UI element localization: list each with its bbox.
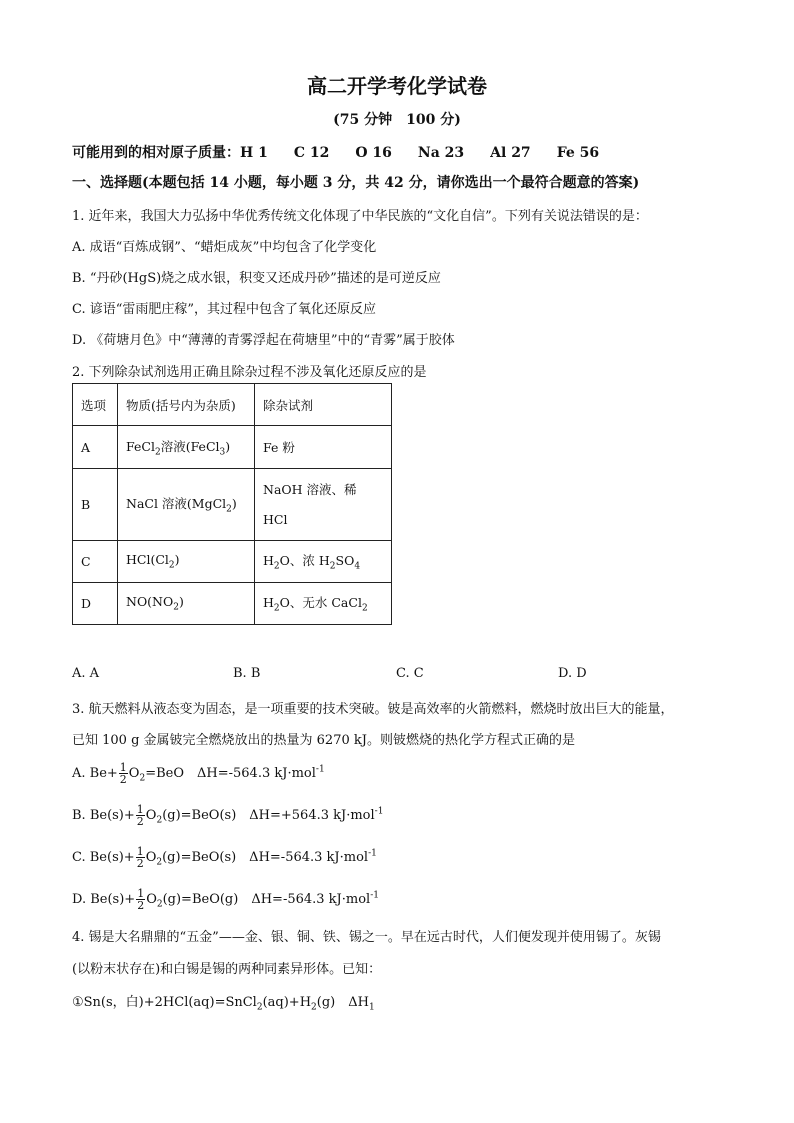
table-cell: D bbox=[73, 583, 118, 625]
table-cell: B bbox=[73, 469, 118, 541]
fraction-half: $\frac{1}{2}$ bbox=[136, 845, 144, 870]
q4-stem-line1: 4. 锡是大名鼎鼎的“五金”——金、银、铜、铁、锡之一。早在远古时代，人们便发现并使用锡了。灰锡 bbox=[72, 930, 661, 945]
table-cell: NaCl 溶液(MgCl$_2$) bbox=[118, 469, 255, 541]
q2-choice-c: C. C bbox=[396, 666, 424, 681]
fraction-half: $\frac{1}{2}$ bbox=[137, 887, 145, 912]
table-cell: $NO(NO_2)$ bbox=[118, 583, 255, 625]
table-header-row bbox=[73, 384, 392, 426]
atomic-mass-line bbox=[72, 142, 625, 162]
q2-table bbox=[72, 383, 392, 625]
table-cell: Fe 粉 bbox=[255, 426, 392, 469]
table-cell: $H_2O$、无水 CaCl$_2$ bbox=[255, 583, 392, 625]
q4-stem-line2: (以粉末状存在)和白锡是锡的两种同素异形体。已知： bbox=[72, 962, 382, 977]
table-row bbox=[73, 541, 392, 583]
q2-choice-b: B. B bbox=[233, 666, 261, 681]
table-row bbox=[73, 583, 392, 625]
fraction-half: $\frac{1}{2}$ bbox=[136, 803, 144, 828]
mass-na: Na 23 bbox=[417, 145, 465, 161]
table-cell: FeCl$_2$溶液(FeCl$_3$) bbox=[118, 426, 255, 469]
q1-option-d: D. 《荷塘月色》中“薄薄的青雾浮起在荷塘里”中的“青雾”属于胶体 bbox=[72, 333, 455, 348]
q3-option-b: B. Be(s)+ $\frac{1}{2}$ $O_2(g)=BeO(s)$ ΔH=+564.3 kJ·mol$^{-1}$ bbox=[72, 803, 384, 828]
table-cell: C bbox=[73, 541, 118, 583]
table-header: 除杂试剂 bbox=[255, 384, 392, 426]
q1-stem: 1. 近年来，我国大力弘扬中华优秀传统文化体现了中华民族的“文化自信”。下列有关说法错误的是： bbox=[72, 209, 648, 224]
q2-choice-d: D. D bbox=[558, 666, 587, 681]
page-title: 高二开学考化学试卷 bbox=[307, 74, 487, 98]
table-row bbox=[73, 426, 392, 469]
q3-option-a: A. Be+ $\frac{1}{2}$ $O_2=BeO$ ΔH=-564.3 kJ·mol$^{-1}$ bbox=[72, 761, 325, 786]
table-header: 物质(括号内为杂质) bbox=[118, 384, 255, 426]
mass-o: O 16 bbox=[355, 145, 392, 161]
q1-option-c: C. 谚语“雷雨肥庄稼”，其过程中包含了氧化还原反应 bbox=[72, 302, 377, 317]
q3-stem-line2: 已知 100 g 金属铍完全燃烧放出的热量为 6270 kJ。则铍燃烧的热化学方程式正确的是 bbox=[72, 733, 575, 748]
q4-equation-1: ①Sn(s，白)$+2HCl(aq)=SnCl_2(aq)+H_2(g)$ $\Delta H_1$ bbox=[72, 995, 375, 1013]
atomic-mass-label: 可能用到的相对原子质量： bbox=[72, 145, 240, 161]
q3-stem-line1: 3. 航天燃料从液态变为固态，是一项重要的技术突破。铍是高效率的火箭燃料，燃烧时放出巨大的能量， bbox=[72, 702, 674, 717]
table-cell: $H_2O$、浓 $H_2SO_4$ bbox=[255, 541, 392, 583]
exam-duration: (75 分钟 100 分) bbox=[333, 112, 461, 128]
table-row bbox=[73, 469, 392, 541]
table-cell: $HCl(Cl_2)$ bbox=[118, 541, 255, 583]
table-cell: A bbox=[73, 426, 118, 469]
mass-c: C 12 bbox=[293, 145, 330, 161]
mass-al: Al 27 bbox=[490, 145, 531, 161]
mass-h: H 1 bbox=[240, 145, 268, 161]
section-heading: 一、选择题(本题包括 14 小题，每小题 3 分，共 42 分，请你选出一个最符合题意的答案) bbox=[72, 175, 640, 191]
mass-fe: Fe 56 bbox=[556, 145, 600, 161]
q3-option-c: C. Be(s)+ $\frac{1}{2}$ $O_2(g)=BeO(s)$ ΔH=-564.3 kJ·mol$^{-1}$ bbox=[72, 845, 377, 870]
table-cell: NaOH 溶液、稀 HCl bbox=[255, 469, 392, 541]
q2-stem: 2. 下列除杂试剂选用正确且除杂过程不涉及氧化还原反应的是 bbox=[72, 365, 427, 380]
q2-choice-a: A. A bbox=[72, 666, 100, 681]
q1-option-a: A. 成语“百炼成钢”、“蜡炬成灰”中均包含了化学变化 bbox=[72, 240, 377, 255]
q3-option-d: D. Be(s)+ $\frac{1}{2}$ $O_2(g)=BeO(g)$ ΔH=-564.3 kJ·mol$^{-1}$ bbox=[72, 887, 379, 912]
q1-option-b: B. “丹砂(HgS)烧之成水银，积变又还成丹砂”描述的是可逆反应 bbox=[72, 271, 441, 286]
table-header: 选项 bbox=[73, 384, 118, 426]
fraction-half: $\frac{1}{2}$ bbox=[119, 761, 127, 786]
